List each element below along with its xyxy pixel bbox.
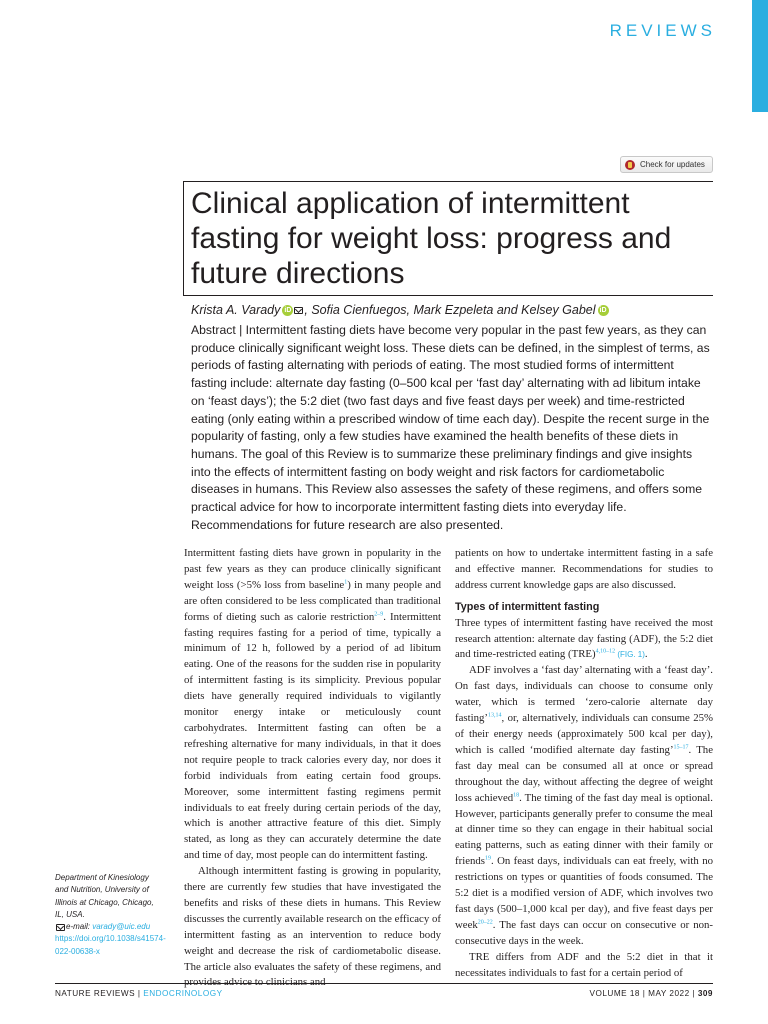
affiliation-note (55, 872, 166, 958)
reference-link[interactable]: 18 (513, 792, 520, 798)
body-paragraph: Intermittent fasting diets have grown in popularity in the past few years as they can produce clinically significant weight loss (>5% loss from baseline$^1$) in many people and are often considered to be less complicated than traditional forms of dieting such as calorie restriction$^{2-9}$. Intermittent fasting requires fasting for a period of time, typically a minimum of 12 h, followed by a period of ad libitum eating. One of the reasons for the sudden rise in popularity of intermittent fasting is its simplicity. Previous popular diets have generally required individuals to vigilantly monitor energy intake or meticulously count carbohydrates. Intermittent fasting can often be a refreshing alternative for many individuals, in that it does not require people to track calories every day, nor does it forbid individuals from eating certain food groups. Moreover, some intermittent fasting regimens permit individuals to eat freely during certain periods of the day, which is another attractive feature of this diet. Simply stated, as long as they can accurately determine the date and time of day, most people can do intermittent fasting. (184, 547, 441, 862)
section-label: REVIEWS (609, 21, 716, 40)
title-divider (183, 181, 713, 182)
reference-link[interactable]: 20–22 (477, 919, 493, 926)
email-icon (56, 924, 65, 931)
section-heading: Types of intermittent fasting (455, 600, 600, 613)
doi-link[interactable]: https://doi.org/10.1038/s41574-022-00638-x (55, 934, 166, 956)
affiliation-department: Department of Kinesiology and Nutrition, University of Illinois at Chicago, Chicago, IL, USA. (55, 873, 154, 919)
check-for-updates-label: Check for updates (640, 160, 705, 169)
crossmark-icon (625, 160, 635, 170)
abstract-text: Intermittent fasting diets have become very popular in the past few years, as they can produce clinically significant weight loss. These diets can be defined, in the simplest of terms, as periods of fasting alternating with periods of eating. The most studied forms of intermittent fasting include: alternate day fasting (0–500 kcal per ‘fast day’ alternating with ad libitum intake on ‘feast days’); the 5:2 diet (two fast days and five feast days per week) and time-restricted eating (only eating within a prescribed window of time each day). Despite the recent surge in the popularity of fasting, only a few studies have examined the health benefits of these diets in humans. The goal of this Review is to summarize these preliminary findings and give insights into the effects of intermittent fasting on body weight and risk factors for cardiometabolic diseases in humans. This Review also assesses the safety of these regimens, and offers some practical advice for how to incorporate intermittent fasting diets into everyday life. Recommendations for future research are also presented. (191, 323, 710, 532)
side-tab-marker (752, 0, 768, 112)
footer-journal: NATURE REVIEWS | ENDOCRINOLOGY (55, 989, 223, 998)
abstract-label: Abstract | (191, 323, 243, 337)
orcid-icon[interactable]: iD (599, 307, 607, 315)
body-paragraph: TRE differs from ADF and the 5:2 diet in that it necessitates individuals to fast for a certain period of (455, 950, 713, 979)
body-paragraph: Although intermittent fasting is growing in popularity, there are currently few studies that have investigated the benefits and risks of these diets in humans. This Review discusses the currently available research on the efficacy of intermittent fasting as an intervention to reduce body weight and decrease the risk of cardiometabolic disease. The article also evaluates the safety of these regimens, and (184, 865, 441, 973)
reference-link[interactable]: 1 (344, 579, 348, 586)
orcid-icon[interactable]: iD (284, 307, 292, 315)
figure-link[interactable]: (FIG. 1) (615, 650, 645, 660)
footer-section[interactable]: ENDOCRINOLOGY (143, 989, 223, 998)
body-column-right (455, 546, 713, 981)
reference-link[interactable]: 13,14 (487, 712, 502, 719)
author-varady[interactable]: Krista A. Varady (191, 303, 281, 317)
email-icon[interactable] (294, 307, 303, 314)
page-number: 309 (697, 989, 713, 998)
author-divider (183, 295, 713, 296)
check-for-updates-button[interactable] (620, 156, 713, 173)
email-link[interactable]: varady@uic.edu (92, 922, 151, 932)
body-paragraph: Three types of intermittent fasting have received the most research attention: alternate day fasting (ADF), the 5:2 diet and time-restricted eating (TRE)$^{4,10-12}$ (FIG. 1). (455, 616, 713, 661)
reference-link[interactable]: 4,10–12 (595, 648, 616, 655)
author-list (191, 303, 711, 317)
other-authors: , Sofia Cienfuegos, Mark Ezpeleta and Kelsey Gabel (304, 303, 596, 317)
abstract (191, 322, 713, 534)
body-column-left (184, 546, 441, 991)
body-paragraph: ADF involves a ‘fast day’ alternating with a ‘feast day’. On fast days, individuals can choose to consume only water, which is termed ‘zero-calorie alternate day fasting’$^{13,14}$, or, alternatively, individuals can consume 25% of their energy needs (approximately 500 kcal per day), which is called ‘modified alternate day fasting’$^{15-17}$. The fast day meal can be consumed all at once or spread throughout the day, without affecting the degree of weight loss achieved$^{18}$. The timing of the fast day meal is optional. However, participants generally prefer to consume the meal at dinner time so they can engage in their habitual social eating patterns, such as eating dinner with their family or friends$^{19}$. On feast days, individuals can eat freely, with no restrictions on types or quantities of foods consumed. The 5:2 diet is a modified version of ADF, which involves two fast days (500–1,000 kcal per day), and five feast days per week$^{20-22}$. The fast days can occur on consecutive or non-consecutive days in the week. (455, 664, 713, 947)
title-side-rule (183, 181, 184, 295)
reference-link[interactable]: 2–9 (374, 611, 384, 618)
footer-volume: VOLUME 18 | MAY 2022 | 309 (589, 989, 713, 998)
article-title: Clinical application of intermittent fasting for weight loss: progress and future directions (191, 187, 672, 290)
reference-link[interactable]: 15–17 (673, 744, 689, 751)
reference-link[interactable]: 19 (484, 855, 491, 862)
body-paragraph: patients on how to undertake intermittent fasting in a safe and effective manner. Recommendations for studies to address current knowledge gaps are also discussed. (455, 547, 713, 591)
correspondence: e-mail: varady@uic.edu (55, 921, 163, 933)
footer-divider (55, 983, 713, 984)
